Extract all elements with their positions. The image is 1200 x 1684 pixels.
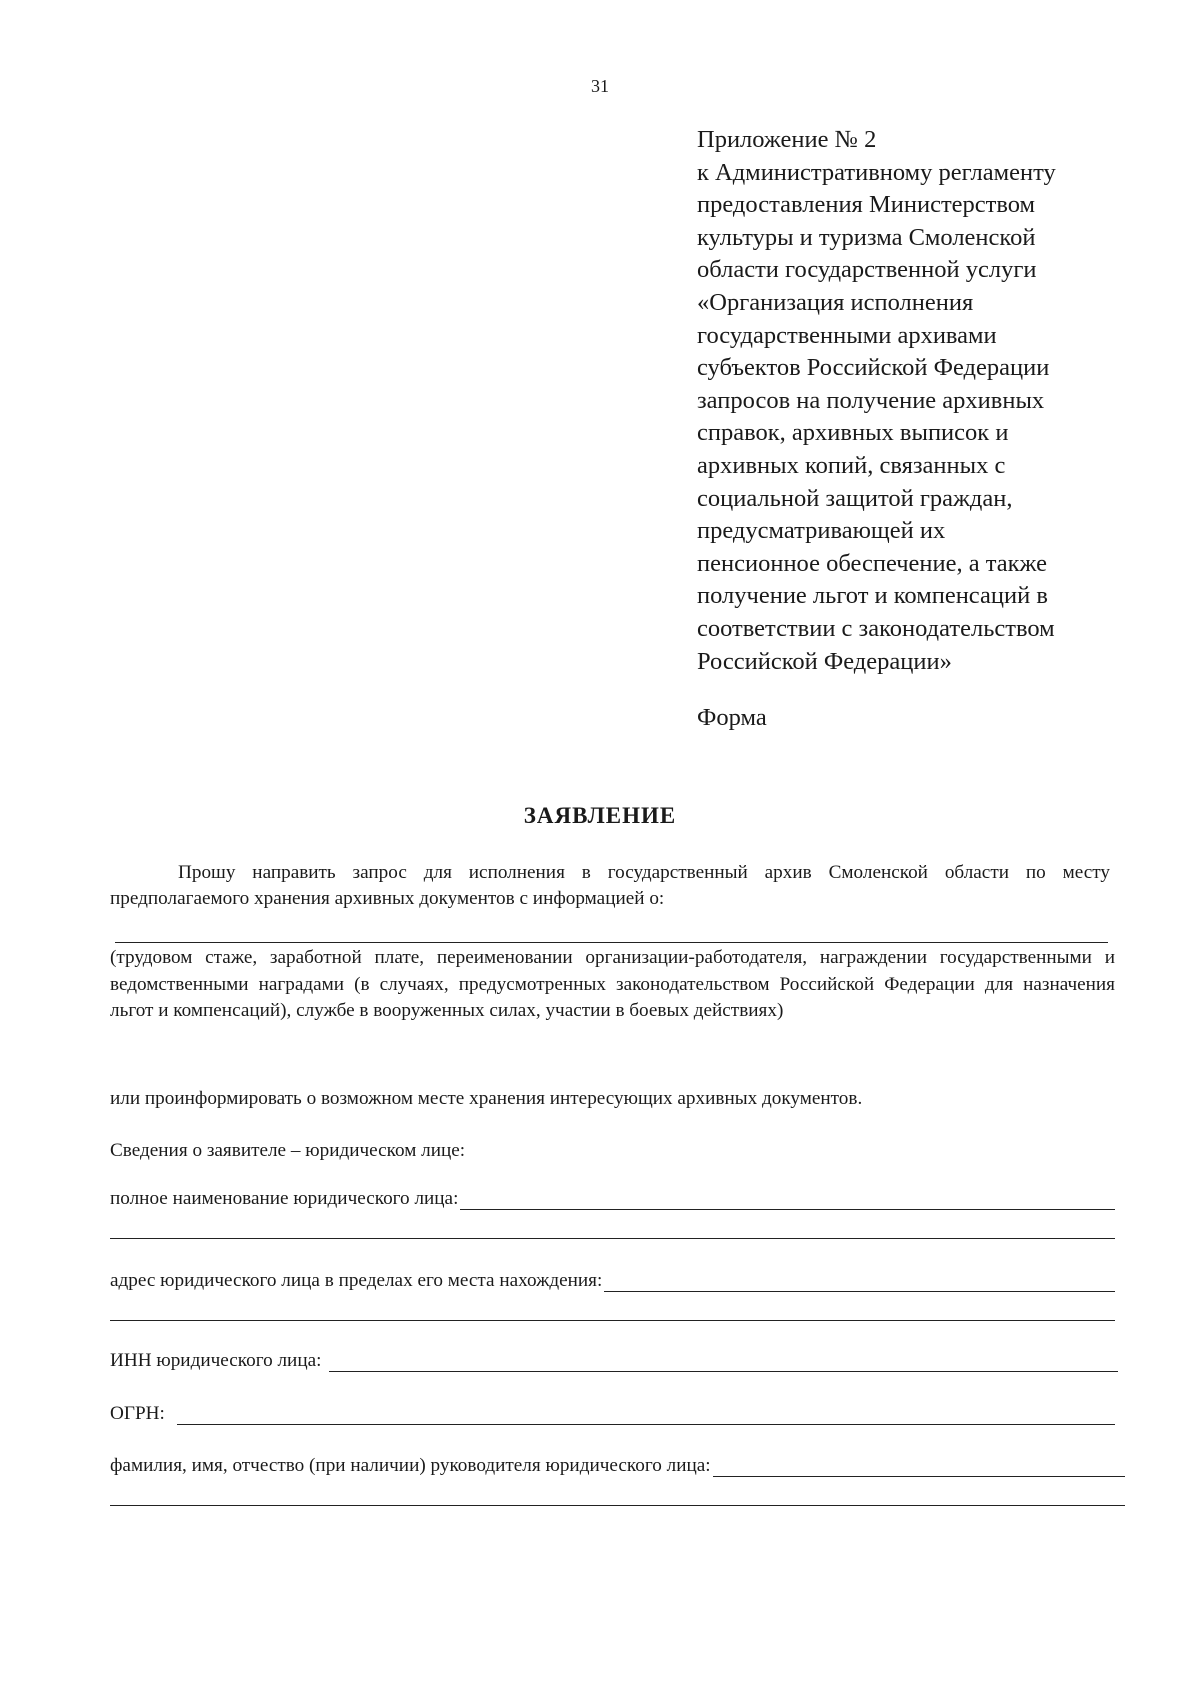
ogrn-label: ОГРН: [110, 1403, 165, 1424]
appendix-line: государственными архивами [697, 321, 997, 349]
appendix-line: пенсионное обеспечение, а также [697, 549, 1048, 577]
ogrn-field[interactable] [110, 1403, 1115, 1425]
appendix-line: предоставления Министерством [697, 191, 1036, 219]
full-name-field[interactable] [110, 1188, 1115, 1210]
information-fill-line[interactable] [115, 942, 1108, 943]
ogrn-fill-line[interactable] [177, 1406, 1115, 1425]
appendix-line: Приложение № 2 [697, 126, 877, 153]
inn-label: ИНН юридического лица: [110, 1350, 322, 1371]
inn-field[interactable] [110, 1350, 1118, 1372]
intro-text: Прошу направить запрос для исполнения в государственный архив Смоленской области по месту предполагаемого хранения архивных документов с информацией о: [110, 862, 1110, 909]
applicant-heading: Сведения о заявителе – юридическом лице: [110, 1140, 466, 1161]
head-name-fill-line[interactable] [713, 1458, 1125, 1477]
full-name-label: полное наименование юридического лица: [110, 1188, 459, 1209]
information-hint: (трудовом стаже, заработной плате, переименовании организации-работодателя, награждении государственными и ведомственными наградами (в случаях, предусмотренных законодательством Российской Федерации для назначения льгот и компенсаций), службе в вооруженных силах, участии в боевых действиях) [110, 947, 1115, 1021]
appendix-line: «Организация исполнения [697, 288, 974, 316]
appendix-line: Российской Федерации» [697, 647, 952, 675]
full-name-fill-line[interactable] [460, 1191, 1115, 1210]
intro-paragraph [110, 860, 1110, 912]
appendix-line: культуры и туризма Смоленской [697, 223, 1036, 251]
document-title: ЗАЯВЛЕНИЕ [523, 803, 677, 828]
appendix-block [697, 124, 1167, 678]
appendix-line: получение льгот и компенсаций в [697, 582, 1048, 610]
address-label: адрес юридического лица в пределах его места нахождения: [110, 1270, 603, 1291]
head-name-field[interactable] [110, 1455, 1125, 1477]
appendix-line: запросов на получение архивных [697, 386, 1045, 414]
appendix-line: области государственной услуги [697, 256, 1037, 284]
appendix-line: субъектов Российской Федерации [697, 354, 1050, 382]
full-name-fill-line-2[interactable] [110, 1238, 1115, 1239]
head-name-fill-line-2[interactable] [110, 1505, 1125, 1506]
address-fill-line[interactable] [604, 1273, 1115, 1292]
page-number: 31 [591, 76, 609, 96]
or-inform-text: или проинформировать о возможном месте хранения интересующих архивных документов. [110, 1088, 863, 1109]
form-label: Форма [697, 704, 767, 731]
appendix-line: к Административному регламенту [697, 158, 1056, 186]
appendix-line: предусматривающей их [697, 517, 946, 545]
address-fill-line-2[interactable] [110, 1320, 1115, 1321]
address-field[interactable] [110, 1270, 1115, 1292]
appendix-line: социальной защитой граждан, [697, 484, 1013, 512]
head-name-label: фамилия, имя, отчество (при наличии) руководителя юридического лица: [110, 1455, 711, 1476]
appendix-line: архивных копий, связанных с [697, 451, 1006, 479]
appendix-line: справок, архивных выписок и [697, 419, 1009, 447]
appendix-line: соответствии с законодательством [697, 614, 1055, 642]
inn-fill-line[interactable] [329, 1353, 1118, 1372]
